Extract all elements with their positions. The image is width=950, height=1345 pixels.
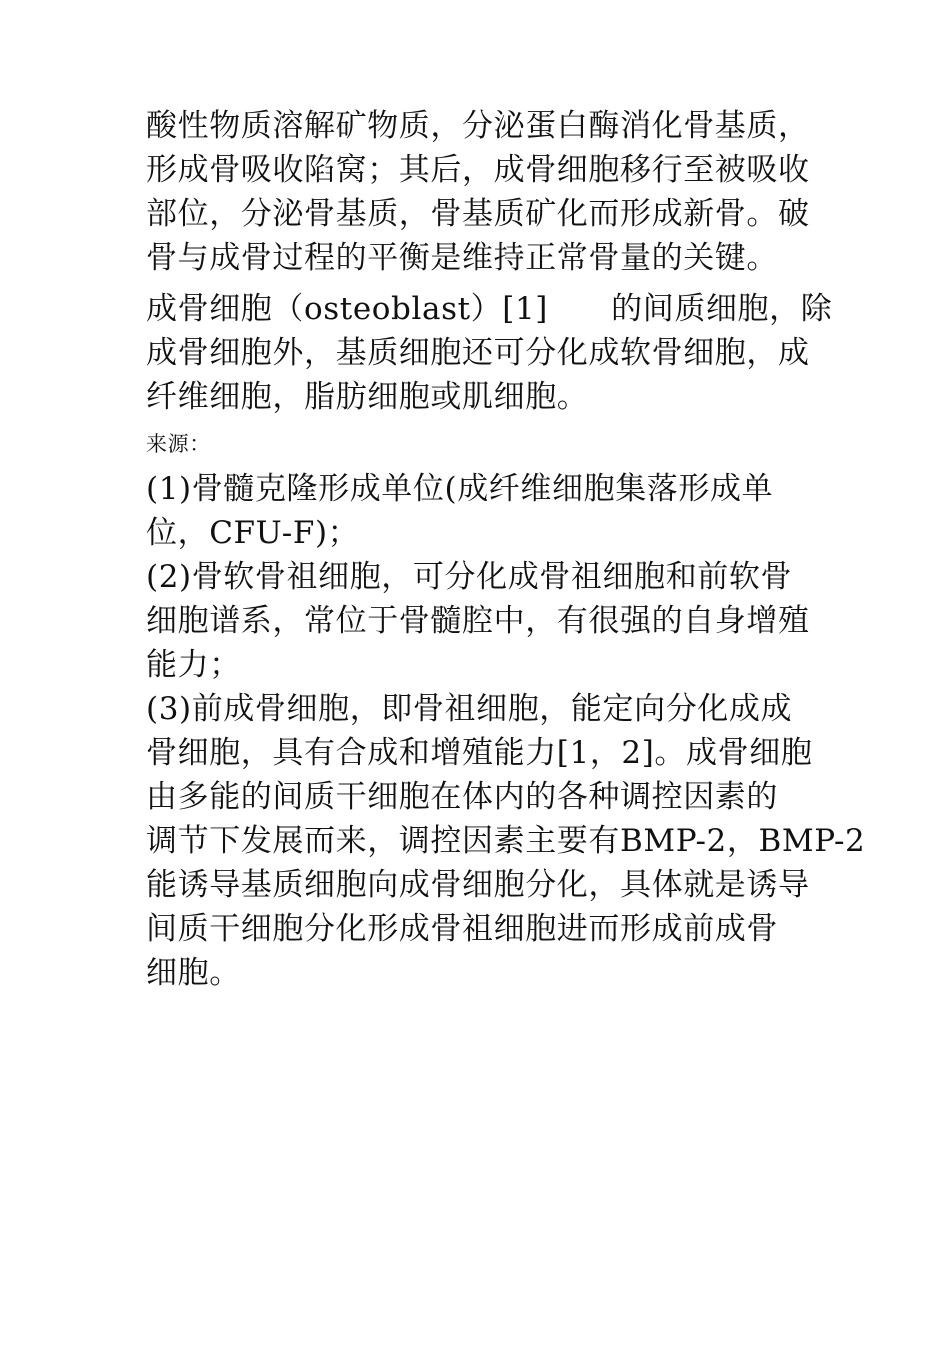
text-line: 骨与成骨过程的平衡是维持正常骨量的关键。 [146,240,778,276]
text-line: 位，CFU-F)； [146,515,360,551]
text-line: 骨细胞，具有合成和增殖能力[1，2]。成骨细胞 [146,735,813,771]
text-line: 间质干细胞分化形成骨祖细胞进而形成前成骨 [146,911,778,947]
text-line: 细胞。 [146,955,241,991]
text-line: 成骨细胞外，基质细胞还可分化成软骨细胞，成 [146,335,810,371]
text-line: 由多能的间质干细胞在体内的各种调控因素的 [146,779,778,815]
document-body [146,104,866,995]
text-line: (3)前成骨细胞，即骨祖细胞，能定向分化成成 [146,691,793,727]
text-line: 部位，分泌骨基质，骨基质矿化而形成新骨。破 [146,196,810,232]
text-line: 纤维细胞，脂肪细胞或肌细胞。 [146,379,589,415]
text-line: 能力； [146,647,241,683]
text-line: 成骨细胞（osteoblast）[1] 的间质细胞，除 [146,291,833,327]
text-line: 能诱导基质细胞向成骨细胞分化，具体就是诱导 [146,867,810,903]
text-line: 调节下发展而来，调控因素主要有BMP-2，BMP-2 [146,823,866,859]
source-heading: 来源： [146,432,211,456]
text-line: 细胞谱系，常位于骨髓腔中，有很强的自身增殖 [146,603,810,639]
text-line: (2)骨软骨祖细胞，可分化成骨祖细胞和前软骨 [146,559,793,595]
text-line: 形成骨吸收陷窝；其后，成骨细胞移行至被吸收 [146,152,810,188]
text-line: 酸性物质溶解矿物质，分泌蛋白酶消化骨基质， [146,108,810,144]
text-line: (1)骨髓克隆形成单位(成纤维细胞集落形成单 [146,471,774,507]
